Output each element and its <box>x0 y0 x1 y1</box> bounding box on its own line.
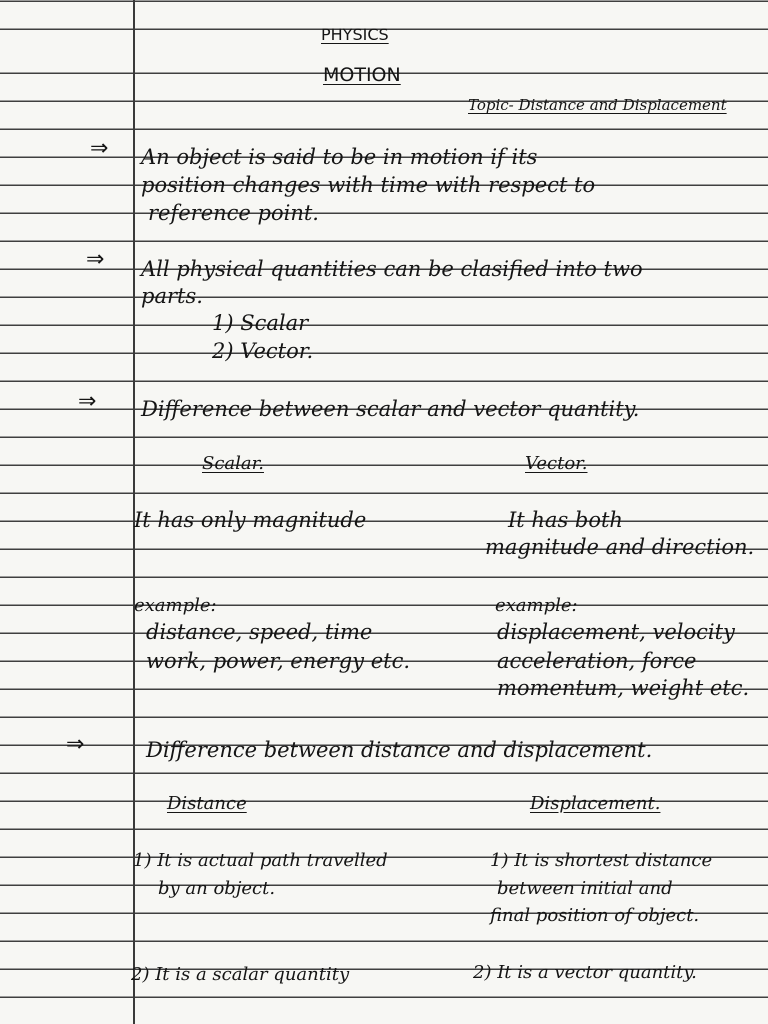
arrow-icon: ⇒ <box>86 247 105 272</box>
vector-examples-line-2: acceleration, force <box>497 649 697 673</box>
displacement-point-1-line-3: final position of object. <box>490 905 700 926</box>
displacement-point-2: 2) It is a vector quantity. <box>473 962 697 983</box>
vector-definition-line-2: magnitude and direction. <box>485 535 755 559</box>
definition-line-3: reference point. <box>148 201 319 225</box>
vector-examples-line-1: displacement, velocity <box>497 620 735 644</box>
arrow-icon: ⇒ <box>90 136 109 161</box>
scalar-definition: It has only magnitude <box>134 508 367 532</box>
distance-displacement-heading: Difference between distance and displacement. <box>146 738 653 762</box>
classification-line-2: parts. <box>141 284 203 308</box>
scalar-examples-line-1: distance, speed, time <box>146 620 373 644</box>
displacement-column-title: Displacement. <box>530 793 661 814</box>
vector-example-label: example: <box>495 595 578 616</box>
chapter-title: MOTION <box>323 64 401 86</box>
scalar-column-title: Scalar. <box>202 453 264 474</box>
classification-line-1: All physical quantities can be clasified into two <box>141 257 643 281</box>
definition-line-1: An object is said to be in motion if its <box>141 145 538 169</box>
distance-point-1-line-1: 1) It is actual path travelled <box>133 850 388 871</box>
topic-line: Topic- Distance and Displacement <box>468 96 727 114</box>
vector-examples-line-3: momentum, weight etc. <box>497 676 750 700</box>
classification-item-1: 1) Scalar <box>212 311 309 335</box>
distance-column-title: Distance <box>167 793 247 814</box>
arrow-icon: ⇒ <box>66 732 85 757</box>
vector-column-title: Vector. <box>525 453 588 474</box>
scalar-examples-line-2: work, power, energy etc. <box>146 649 411 673</box>
displacement-point-1-line-1: 1) It is shortest distance <box>490 850 713 871</box>
subject-title: PHYSICS <box>321 25 389 44</box>
scalar-example-label: example: <box>134 595 217 616</box>
arrow-icon: ⇒ <box>78 389 97 414</box>
definition-line-2: position changes with time with respect to <box>141 173 596 197</box>
vector-definition-line-1: It has both <box>508 508 623 532</box>
classification-item-2: 2) Vector. <box>212 339 314 363</box>
scalar-vector-heading: Difference between scalar and vector quantity. <box>141 397 640 421</box>
distance-point-2: 2) It is a scalar quantity <box>131 964 350 985</box>
displacement-point-1-line-2: between initial and <box>497 878 673 899</box>
distance-point-1-line-2: by an object. <box>158 878 276 899</box>
